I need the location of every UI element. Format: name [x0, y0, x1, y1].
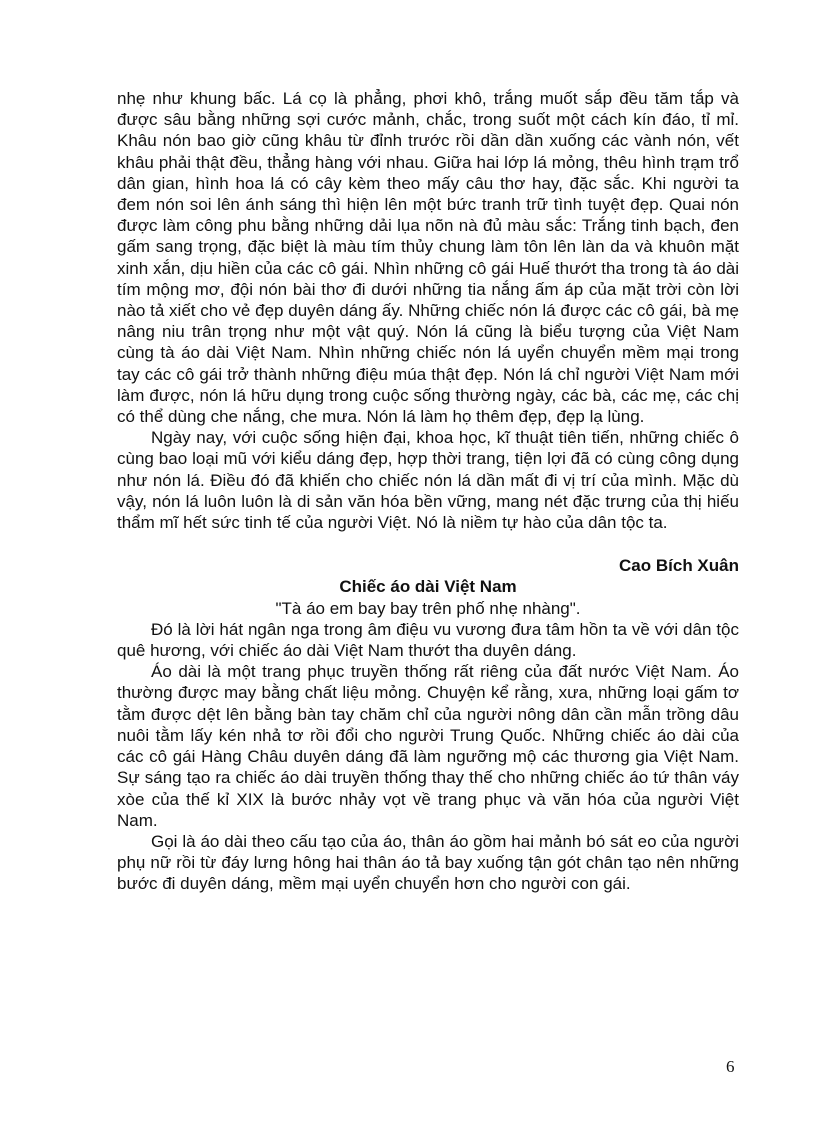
opening-quote: "Tà áo em bay bay trên phố nhẹ nhàng". [275, 598, 581, 618]
document-page [117, 88, 739, 895]
page-number: 6 [726, 1057, 735, 1076]
body-paragraph: Ngày nay, với cuộc sống hiện đại, khoa học, kĩ thuật tiên tiến, những chiếc ô cùng bao loại mũ với kiểu dáng đẹp, hợp thời trang, tiện lợi đã có cùng công dụng như nón lá. Điều đó đã khiến cho chiếc nón lá dần mất đi vị trí của mình. Mặc dù vậy, nón lá luôn luôn là di sản văn hóa bền vững, mang nét đặc trưng của thị hiếu thẩm mĩ hết sức tinh tế của người Việt. Nó là niềm tự hào của dân tộc ta. [117, 428, 739, 533]
body-paragraph: Áo dài là một trang phục truyền thống rất riêng của đất nước Việt Nam. Áo thường được may bằng chất liệu mỏng. Chuyện kể rằng, xưa, những loại gấm tơ tằm được dệt lên bằng bàn tay chăm chỉ của người nông dân cần mẫn trồng dâu nuôi tằm lấy kén nhả tơ rồi đổi cho người Trung Quốc. Những chiếc áo dài của các cô gái Hàng Châu duyên dáng đã làm ngưỡng mộ các thương gia Việt Nam. Sự sáng tạo ra chiếc áo dài truyền thống thay thế cho những chiếc áo tứ thân váy xòe của thế kỉ XIX là bước nhảy vọt về trang phục và văn hóa của người Việt Nam. [117, 662, 739, 830]
body-paragraph: nhẹ như khung bấc. Lá cọ là phẳng, phơi khô, trắng muốt sắp đều tăm tắp và được sâu bằng những sợi cước mảnh, chắc, trong suốt một cách kín đáo, tỉ mỉ. Khâu nón bao giờ cũng khâu từ đỉnh trước rồi dần dần xuống các vành nón, vết khâu phải thật đều, thẳng hàng với nhau. Giữa hai lớp lá mỏng, thêu hình trạm trổ dân gian, hình hoa lá có cây kèm theo mấy câu thơ hay, đặc sắc. Khi người ta đem nón soi lên ánh sáng thì hiện lên một bức tranh trữ tình tuyệt đẹp. Quai nón được làm công phu bằng những dải lụa nõn nà đủ màu sắc: Trắng tinh bạch, đen gấm sang trọng, đặc biệt là màu tím thủy chung làm tôn lên làn da và khuôn mặt xinh xắn, dịu hiền của các cô gái. Nhìn những cô gái Huế thướt tha trong tà áo dài tím mộng mơ, đội nón bài thơ đi dưới những tia nắng ấm áp của mặt trời còn lời nào tả xiết cho vẻ đẹp duyên dáng ấy. Những chiếc nón lá được các cô gái, bà mẹ nâng niu trân trọng như một vật quý. Nón lá cũng là biểu tượng của Việt Nam cùng tà áo dài Việt Nam. Nhìn những chiếc nón lá uyển chuyển mềm mại trong tay các cô gái trở thành những điệu múa thật đẹp. Nón lá chỉ người Việt Nam mới làm được, nón lá hữu dụng trong cuộc sống thường ngày, các bà, các mẹ, các chị có thể dùng che nắng, che mưa. Nón lá làm họ thêm đẹp, đẹp lạ lùng. [117, 89, 739, 427]
article-title: Chiếc áo dài Việt Nam [339, 577, 517, 597]
author-name: Cao Bích Xuân [619, 556, 739, 576]
body-paragraph: Gọi là áo dài theo cấu tạo của áo, thân áo gồm hai mảnh bó sát eo của người phụ nữ rồi từ đáy lưng hông hai thân áo tả bay xuống tận gót chân tạo nên những bước đi duyên dáng, mềm mại uyển chuyển hơn cho người con gái. [117, 831, 739, 894]
body-paragraph: Đó là lời hát ngân nga trong âm điệu vu vương đưa tâm hồn ta về với dân tộc quê hương, với chiếc áo dài Việt Nam thướt tha duyên dáng. [117, 619, 739, 661]
